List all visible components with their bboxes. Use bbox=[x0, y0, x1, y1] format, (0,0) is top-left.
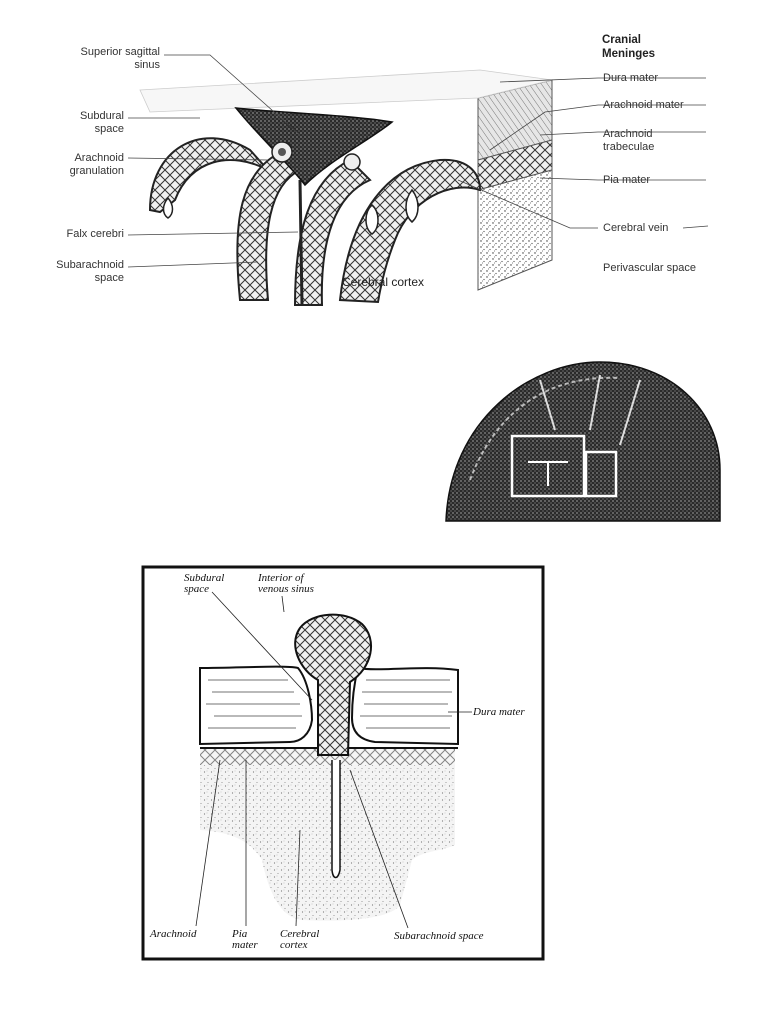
label-subarachnoid-space: Subarachnoid space bbox=[56, 259, 124, 284]
f3-label-pia-mater: Pia mater bbox=[232, 928, 258, 951]
label-pia-mater: Pia mater bbox=[603, 174, 651, 186]
dura-left bbox=[200, 667, 312, 744]
f3-label-cerebral-cortex: Cerebral cortex bbox=[280, 928, 320, 951]
f3-label-interior-venous-sinus: Interior of venous sinus bbox=[258, 572, 314, 595]
arachnoid-granulation-detail bbox=[143, 567, 543, 959]
label-subdural-space: Subdural space bbox=[79, 110, 124, 135]
brain-slab bbox=[478, 170, 552, 290]
f3-label-subdural-space: Subdural space bbox=[184, 572, 225, 595]
label-arachnoid-trabeculae: Arachnoid trabeculae bbox=[603, 128, 655, 153]
label-arachnoid-mater: Arachnoid mater bbox=[603, 99, 684, 111]
label-falx-cerebri: Falx cerebri bbox=[66, 228, 124, 240]
heading-line-2: Meninges bbox=[602, 48, 656, 60]
falx-cerebri-shape bbox=[300, 180, 302, 305]
label-perivascular-space: Perivascular space bbox=[603, 262, 696, 274]
midline-gyrus-left bbox=[237, 150, 300, 300]
label-dura-mater: Dura mater bbox=[603, 72, 659, 84]
label-cerebral-cortex: Cerebral cortex bbox=[342, 275, 425, 289]
brain-section-inset bbox=[446, 362, 720, 521]
label-superior-sagittal-sinus: Superior sagittal sinus bbox=[80, 46, 160, 71]
f3-label-dura-mater: Dura mater bbox=[473, 706, 525, 718]
heading-line-1: Cranial bbox=[602, 34, 641, 46]
f3-label-subarachnoid-space: Subarachnoid space bbox=[394, 930, 484, 942]
label-arachnoid-granulation: Arachnoid granulation bbox=[69, 152, 124, 177]
label-cerebral-vein: Cerebral vein bbox=[603, 222, 669, 234]
cranial-meninges-heading bbox=[602, 33, 655, 61]
f3-label-arachnoid: Arachnoid bbox=[150, 928, 197, 940]
dura-right bbox=[352, 668, 458, 744]
